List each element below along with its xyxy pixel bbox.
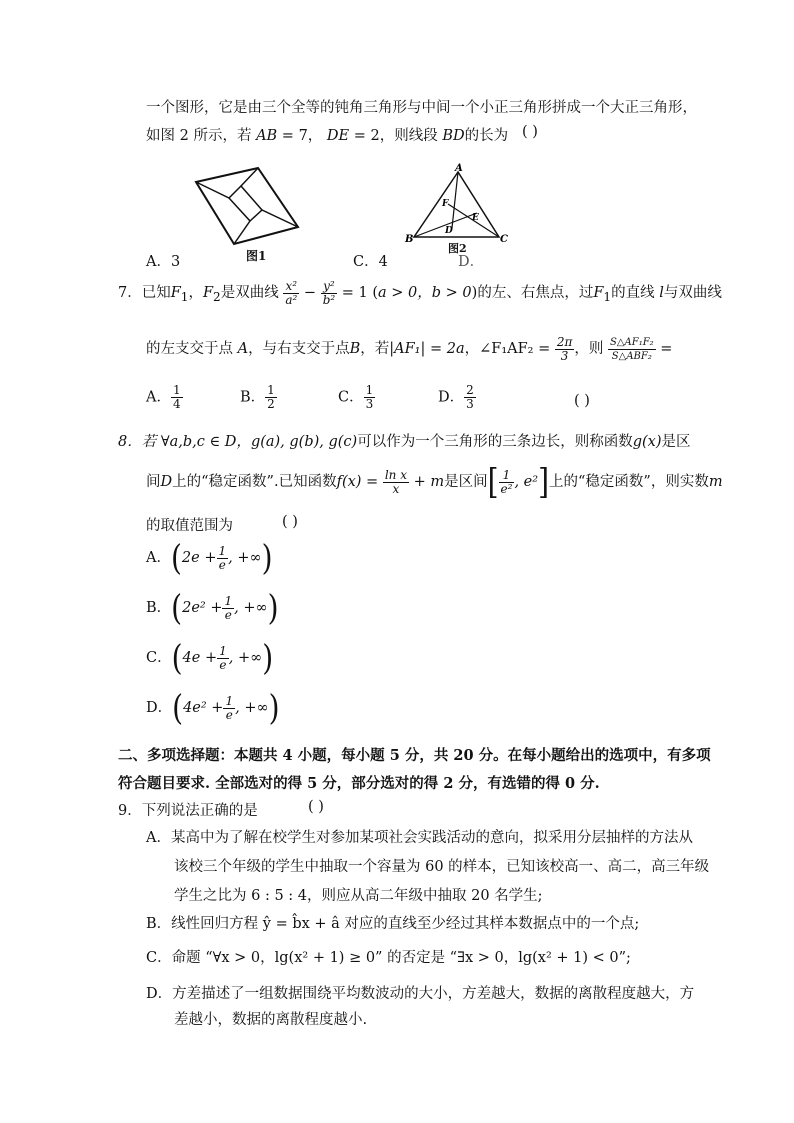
q8-option-d: D．(4e² + $\frac{1}{e}$ , +∞) (146, 686, 280, 728)
q6-paren: ( ) (522, 124, 538, 140)
q9-paren: ( ) (308, 799, 324, 815)
figure-2 (400, 160, 520, 250)
q7-l: l (659, 285, 664, 301)
q7-frac-area: $\frac{\text{S△AF₁F₂}}{\text{S△ABF₂}}$ (610, 336, 654, 362)
q6-option-c: C．4 (353, 254, 388, 270)
q7-frac-angle: $\frac{2\pi}{3}$ (556, 334, 573, 363)
q6-de: DE (326, 128, 350, 144)
q6-ab-val: = 7， (277, 128, 323, 144)
q6-option-d-partial: D． (458, 254, 485, 270)
fig2-point-f: F (442, 199, 449, 209)
q7-eq1: = 1 ( (337, 285, 379, 301)
q7-eq: = (655, 341, 673, 357)
q6-de-val: = 2，则线段 (349, 128, 438, 144)
q9-option-a-line3: 学生之比为 6 : 5 : 4，则应从高二年级中抽取 20 名学生; (174, 888, 543, 904)
q7-option-a: A． $\frac{1}{4}$ (146, 383, 181, 411)
q6-line2-post: 的长为 (464, 128, 509, 144)
q6-option-a: A．3 (146, 254, 181, 270)
q7-line2-b: ，与右支交于点 (248, 341, 350, 357)
q8-paren: ( ) (282, 514, 298, 530)
q7-cond: a > 0，b > 0 (378, 285, 472, 301)
q9-option-d-line2: 差越小，数据的离散程度越小. (174, 1012, 368, 1028)
q7-post2: 的直线 (611, 285, 655, 301)
q6-line2 (146, 124, 508, 145)
q6-line1: 一个图形，它是由三个全等的钝角三角形与中间一个小正三角形拼成一个大正三角形， (146, 100, 697, 116)
q8-option-a: A．(2e + $\frac{1}{e}$ , +∞) (146, 536, 273, 578)
fig2-point-b: B (405, 234, 414, 245)
q6-line2-pre: 如图 2 所示，若 (146, 128, 252, 144)
q7-line2-a: 的左支交于点 (146, 341, 233, 357)
q8-line1: 8．若 ∀a,b,c ∈ D，g(a), g(b), g(c)可以作为一个三角形的三条边长，则称函数g(x)是区 (118, 434, 691, 450)
q7-f2-sub: 2 (213, 289, 221, 304)
q6-bd: BD (442, 128, 465, 144)
fig1-inner-1 (196, 182, 241, 198)
q8-option-c: C．(4e + $\frac{1}{e}$ , +∞) (146, 636, 274, 678)
q7-pb: B (349, 341, 361, 357)
q9-option-a-line2: 该校三个年级的学生中抽取一个容量为 60 的样本，已知该校高一、高二，高三年级 (174, 859, 710, 875)
fig2-point-e: E (472, 213, 479, 223)
fig2-point-a: A (455, 163, 463, 174)
q7-post1: )的左、右焦点，过 (471, 285, 594, 301)
q7-is-hyperbola: 是双曲线 (220, 285, 279, 301)
fig1-inner-4 (229, 198, 250, 244)
q7-frac-y: $\frac{\text{y²}}{\text{b²}}$ (322, 278, 336, 307)
q9-option-b: B．线性回归方程 ŷ = b̂x + â 对应的直线至少经过其样本数据点中的一个点; (146, 916, 640, 932)
q7-f1-sub: 1 (180, 289, 189, 304)
q7-frac-x: $\frac{\text{x²}}{\text{a²}}$ (285, 278, 298, 307)
q7-f2: F (202, 285, 214, 301)
q7-line2-c: ，若 (360, 341, 390, 357)
q7-f1: F (170, 285, 181, 301)
q7-line1: 7．已知$F_1$，$F_2$是双曲线 $\frac{\text{x²}}{\text{a²}}$ − $\frac{\text{y²}}{\text{b²}}$ = 1 (a > 0，b > 0)的左、右焦点，过$F_1$的直线 l与双曲线 (118, 278, 722, 307)
section2-line2: 符合题目要求. 全部选对的得 5 分，部分选对的得 2 分，有选错的得 0 分. (118, 775, 600, 792)
q9-option-d-line1: D．方差描述了一组数据围绕平均数波动的大小，方差越大，数据的离散程度越大，方 (146, 986, 695, 1002)
q7-comma: ， (188, 285, 203, 301)
fig2-point-d: D (445, 226, 453, 236)
q7-f1b: F (593, 285, 604, 301)
q9-stem: 9．下列说法正确的是 (118, 803, 258, 819)
fig1-inner-2 (241, 168, 262, 210)
fig2-label: 图2 (448, 242, 467, 255)
q7-pa: A (237, 341, 249, 357)
q7-option-b: B． $\frac{1}{2}$ (240, 383, 275, 411)
q8-line3: 的取值范围为 (146, 518, 233, 534)
q7-then: ，则 (574, 341, 604, 357)
q7-option-c: C． $\frac{1}{3}$ (338, 383, 374, 411)
q7-line2 (146, 332, 672, 366)
q9-option-a-line1: A．某高中为了解在校学生对参加某项社会实践活动的意向，拟采用分层抽样的方法从 (146, 830, 693, 846)
figure-1 (190, 160, 310, 260)
q7-angle: ，∠F₁AF₂ = (464, 341, 551, 357)
q8-line2: 间D上的“稳定函数”.已知函数f(x) = $\frac{\text{ln x}}{x}$ + m是区间[ $\frac{1}{\text{e²}}$ , e²]上的“稳定函数”，则实数m (146, 460, 723, 502)
q9-option-c: C．命题 “∀x > 0，lg(x² + 1) ≥ 0” 的否定是 “∃x > 0，lg(x² + 1) < 0”; (146, 950, 631, 966)
q8-option-b: B．(2e² + $\frac{1}{e}$ , +∞) (146, 586, 279, 628)
q7-abs-af: |AF₁| = 2a (389, 341, 465, 357)
section2-line1: 二、多项选择题：本题共 4 小题，每小题 5 分，共 20 分。在每小题给出的选项中，有多项 (118, 747, 711, 764)
q7-post3: 与双曲线 (663, 285, 722, 301)
fig1-inner-3 (250, 210, 298, 227)
q6-ab: AB (256, 128, 278, 144)
fig2-point-c: C (500, 234, 508, 245)
q7-paren: ( ) (574, 393, 590, 409)
q7-option-d: D． $\frac{2}{3}$ (438, 383, 474, 411)
fig1-label: 图1 (246, 249, 267, 263)
q7-num: 7．已知 (118, 285, 171, 301)
